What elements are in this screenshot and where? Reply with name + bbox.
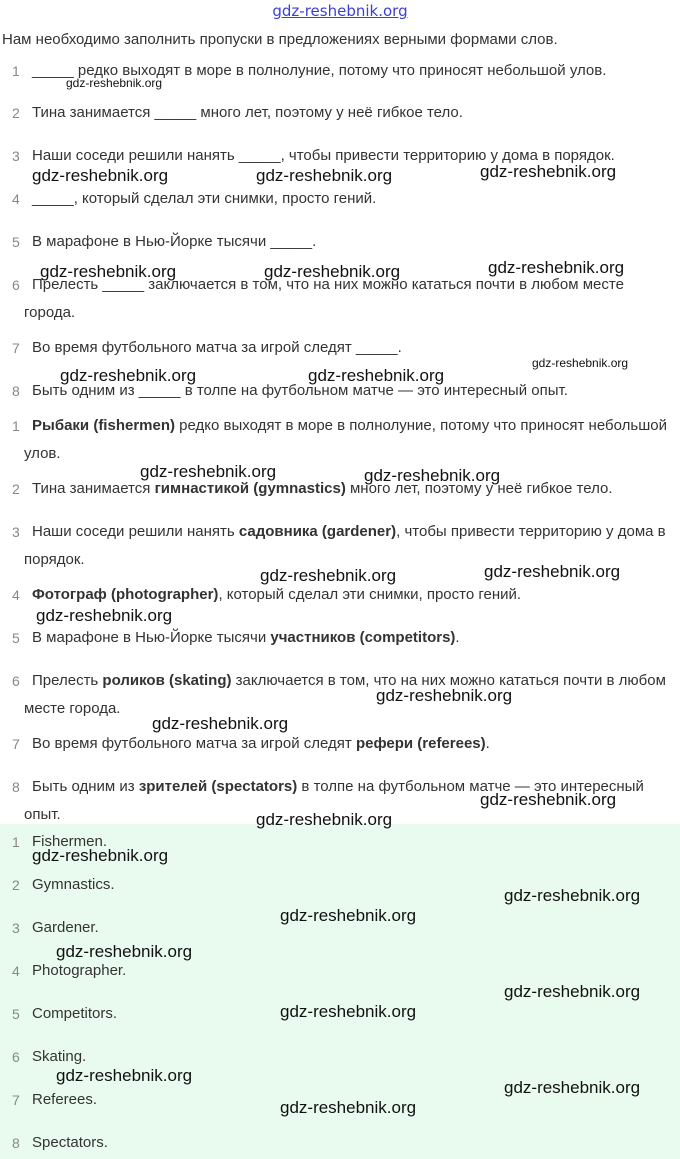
filled-pre: Прелесть <box>32 672 103 689</box>
watermark: gdz-reshebnik.org <box>36 606 173 625</box>
filled-answer: Фотограф (photographer) <box>32 586 219 603</box>
filled-number: 4 <box>12 587 20 603</box>
watermark: gdz-reshebnik.org <box>280 1002 417 1021</box>
filled-number: 8 <box>12 779 20 795</box>
question-text: _____ редко выходят в море в полнолуние, потому что приносят небольшой улов. <box>32 62 607 79</box>
filled-post: редко выходят в море в полнолуние, потому что приносят небольшой улов. <box>24 417 667 462</box>
question-number: 5 <box>12 234 20 250</box>
watermark: gdz-reshebnik.org <box>532 356 629 370</box>
filled-post: много лет, поэтому у неё гибкое тело. <box>345 480 613 497</box>
watermark: gdz-reshebnik.org <box>480 790 617 809</box>
answer-number: 3 <box>12 920 20 936</box>
watermark: gdz-reshebnik.org <box>32 166 169 185</box>
question-text: _____, который сделал эти снимки, просто гений. <box>32 190 377 207</box>
question-item <box>0 99 672 127</box>
filled-text <box>0 667 672 723</box>
watermark: gdz-reshebnik.org <box>256 810 393 829</box>
watermark: gdz-reshebnik.org <box>260 566 397 585</box>
watermark: gdz-reshebnik.org <box>504 982 641 1001</box>
filled-number: 2 <box>12 481 20 497</box>
filled-item <box>0 475 672 503</box>
watermark: gdz-reshebnik.org <box>40 262 177 281</box>
watermark: gdz-reshebnik.org <box>56 942 193 961</box>
question-text: Быть одним из _____ в толпе на футбольном матче — это интересный опыт. <box>32 382 568 399</box>
filled-answer: зрителей (spectators) <box>138 778 298 795</box>
watermark: gdz-reshebnik.org <box>480 162 617 181</box>
question-text: Прелесть _____ заключается в том, что на них можно кататься почти в любом месте города. <box>24 276 624 321</box>
filled-text <box>0 624 672 652</box>
filled-item <box>0 730 672 758</box>
answer-text: Photographer. <box>32 962 127 979</box>
filled-answer: роликов (skating) <box>102 672 232 689</box>
filled-answer: рефери (referees) <box>355 735 486 752</box>
question-text: В марафоне в Нью-Йорке тысячи _____. <box>32 233 317 250</box>
filled-text <box>0 730 672 758</box>
answer-number: 7 <box>12 1092 20 1108</box>
question-text: Во время футбольного матча за игрой следят _____. <box>32 339 402 356</box>
filled-text <box>0 412 672 468</box>
watermark: gdz-reshebnik.org <box>66 76 163 90</box>
filled-item <box>0 624 672 652</box>
watermark: gdz-reshebnik.org <box>60 366 197 385</box>
filled-post: , чтобы привести территорию у дома в порядок. <box>24 523 666 568</box>
watermark: gdz-reshebnik.org <box>484 562 621 581</box>
filled-pre: Наши соседи решили нанять <box>32 523 239 540</box>
answer-text: Referees. <box>32 1091 98 1108</box>
filled-item <box>0 667 672 723</box>
watermark: gdz-reshebnik.org <box>280 1098 417 1117</box>
filled-pre: Быть одним из <box>32 778 139 795</box>
filled-pre: Тина занимается <box>32 480 155 497</box>
filled-answer: участников (competitors) <box>270 629 456 646</box>
answer-number: 1 <box>12 834 20 850</box>
filled-answer: Рыбаки (fishermen) <box>32 417 175 434</box>
watermark: gdz-reshebnik.org <box>256 166 393 185</box>
watermark: gdz-reshebnik.org <box>280 906 417 925</box>
filled-post: заключается в том, что на них можно кататься почти в любом месте города. <box>24 672 666 717</box>
watermark: gdz-reshebnik.org <box>140 462 277 481</box>
watermark: gdz-reshebnik.org <box>56 1066 193 1085</box>
question-item <box>0 228 672 256</box>
question-number: 2 <box>12 105 20 121</box>
question-number: 6 <box>12 277 20 293</box>
question-item <box>0 185 672 213</box>
filled-answer: садовника (gardener) <box>238 523 397 540</box>
filled-number: 6 <box>12 673 20 689</box>
filled-text <box>0 475 672 503</box>
watermark: gdz-reshebnik.org <box>504 1078 641 1097</box>
filled-number: 7 <box>12 736 20 752</box>
question-number: 1 <box>12 63 20 79</box>
filled-item <box>0 412 672 468</box>
filled-number: 5 <box>12 630 20 646</box>
site-header-link[interactable]: gdz-reshebnik.org <box>272 2 408 20</box>
filled-answer: гимнастикой (gymnastics) <box>154 480 346 497</box>
answer-number: 8 <box>12 1135 20 1151</box>
watermark: gdz-reshebnik.org <box>364 466 501 485</box>
answer-number: 6 <box>12 1049 20 1065</box>
answer-number: 5 <box>12 1006 20 1022</box>
question-text: Наши соседи решили нанять _____, чтобы привести территорию у дома в порядок. <box>32 147 615 164</box>
question-number: 4 <box>12 191 20 207</box>
answer-number: 2 <box>12 877 20 893</box>
watermark: gdz-reshebnik.org <box>264 262 401 281</box>
question-number: 7 <box>12 340 20 356</box>
answer-text: Fishermen. <box>32 833 108 850</box>
watermark: gdz-reshebnik.org <box>308 366 445 385</box>
filled-post: . <box>455 629 460 646</box>
question-text: Тина занимается _____ много лет, поэтому у неё гибкое тело. <box>32 104 463 121</box>
answer-text: Gymnastics. <box>32 876 115 893</box>
answer-number: 4 <box>12 963 20 979</box>
filled-number: 1 <box>12 418 20 434</box>
answer-text: Gardener. <box>32 919 99 936</box>
question-number: 8 <box>12 383 20 399</box>
filled-post: в толпе на футбольном матче — это интересный опыт. <box>24 778 644 823</box>
filled-number: 3 <box>12 524 20 540</box>
answer-item <box>0 1129 672 1157</box>
watermark: gdz-reshebnik.org <box>152 714 289 733</box>
answer-text: Skating. <box>32 1048 87 1065</box>
watermark: gdz-reshebnik.org <box>376 686 513 705</box>
task-intro: Нам необходимо заполнить пропуски в предложениях верными формами слов. <box>2 31 558 48</box>
filled-post: , который сделал эти снимки, просто гений. <box>218 586 522 603</box>
answer-text: Competitors. <box>32 1005 118 1022</box>
filled-post: . <box>485 735 490 752</box>
answer-text: Spectators. <box>32 1134 108 1151</box>
filled-pre: В марафоне в Нью-Йорке тысячи <box>32 629 271 646</box>
question-number: 3 <box>12 148 20 164</box>
watermark: gdz-reshebnik.org <box>504 886 641 905</box>
watermark: gdz-reshebnik.org <box>32 846 169 865</box>
watermark: gdz-reshebnik.org <box>488 258 625 277</box>
filled-pre: Во время футбольного матча за игрой следят <box>32 735 356 752</box>
